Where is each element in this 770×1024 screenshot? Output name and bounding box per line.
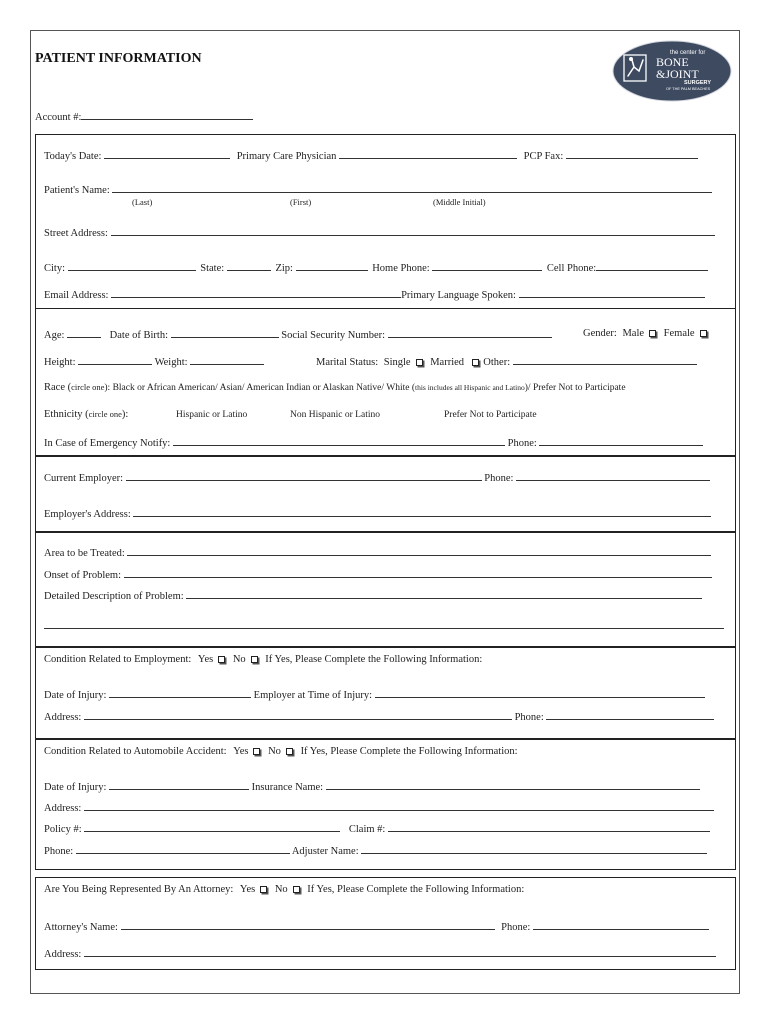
other-checkbox[interactable] [472,359,479,366]
street-label: Street Address: [44,228,108,239]
zip-label: Zip: [275,263,293,274]
gender-label: Gender: [583,328,617,339]
age-line[interactable] [67,328,101,338]
race-label: Race ( [44,382,72,393]
row-emergency [44,436,703,449]
ethnicity-opt-hispanic[interactable]: Hispanic or Latino [176,410,248,420]
home-phone-line[interactable] [432,261,542,271]
claim-line[interactable] [388,822,710,832]
middle-sublabel: (Middle Initial) [433,197,486,207]
city-label: City: [44,263,66,274]
row-employer-address [44,507,711,520]
ethnicity-circle-note: circle one [88,409,122,419]
employer-address-label: Employer's Address: [44,509,131,520]
section-attorney [35,877,736,970]
auto-ifyes-label: If Yes, Please Complete the Following Information: [300,746,518,757]
height-line[interactable] [78,355,152,365]
cell-phone-line[interactable] [596,261,708,271]
ethnicity-opt-non-hispanic[interactable]: Non Hispanic or Latino [290,410,380,420]
patient-name-label: Patient's Name: [44,185,110,196]
row-adjuster [44,844,707,857]
emergency-line[interactable] [173,436,505,446]
row-patient-name [44,183,712,196]
male-label: Male [622,328,645,339]
emergency-phone-line[interactable] [539,436,703,446]
insurance-name-label: Insurance Name: [251,782,324,793]
employer-line[interactable] [126,471,482,481]
row-city [44,261,708,274]
row-attorney-question [44,884,524,895]
row-date-physician [44,149,698,162]
logo-text-3: &JOINT [656,67,699,81]
row-employer [44,471,710,484]
row-gender [583,328,709,339]
row-auto-address [44,801,714,814]
employment-phone-label: Phone: [514,712,544,723]
pcp-fax-line[interactable] [566,149,698,159]
email-label: Email Address: [44,290,109,301]
description-line-2[interactable] [44,619,724,629]
account-input-line[interactable] [81,110,253,120]
page-title: PATIENT INFORMATION [35,51,202,66]
street-line[interactable] [111,226,715,236]
female-checkbox[interactable] [700,330,707,337]
row-auto-condition [44,746,518,757]
employment-no-checkbox[interactable] [251,656,258,663]
row-employment-condition [44,654,482,665]
row-onset [44,568,712,581]
section-problem [35,532,736,647]
ssn-line[interactable] [388,328,552,338]
employment-yes-checkbox[interactable] [218,656,225,663]
state-label: State: [200,263,225,274]
male-checkbox[interactable] [649,330,656,337]
height-label: Height: [44,357,76,368]
dob-line[interactable] [171,328,279,338]
pcp-fax-label: PCP Fax: [523,151,564,162]
onset-line[interactable] [124,568,712,578]
home-phone-label: Home Phone: [372,263,430,274]
section-contact [35,134,736,309]
attorney-yes-checkbox[interactable] [260,886,267,893]
single-label: Single [383,357,411,368]
attorney-yes-label: Yes [239,884,256,895]
employment-doi-line[interactable] [109,688,251,698]
clinic-logo [612,40,732,102]
row-employment-doi [44,688,705,701]
section-demographics [35,308,736,456]
female-label: Female [663,328,695,339]
emergency-phone-label: Phone: [507,438,537,449]
account-label: Account #: [35,112,82,123]
todays-date-label: Today's Date: [44,151,102,162]
logo-text-2: BONE [656,55,689,69]
area-label: Area to be Treated: [44,548,125,559]
employer-at-time-label: Employer at Time of Injury: [253,690,373,701]
adjuster-line[interactable] [361,844,707,854]
employment-yes-label: Yes [197,654,214,665]
area-line[interactable] [127,546,711,556]
row-description [44,589,702,602]
employment-condition-label: Condition Related to Employment: [44,654,192,665]
race-hispanic-note: this includes all Hispanic and Latino [414,383,525,392]
zip-line[interactable] [296,261,368,271]
attorney-ifyes-label: If Yes, Please Complete the Following Information: [307,884,525,895]
auto-yes-label: Yes [233,746,249,757]
attorney-phone-label: Phone: [501,922,531,933]
claim-label: Claim #: [348,824,386,835]
insurance-name-line[interactable] [326,780,700,790]
ssn-label: Social Security Number: [281,330,386,341]
dob-label: Date of Birth: [109,330,168,341]
state-line[interactable] [227,261,271,271]
description-line[interactable] [186,589,702,599]
single-checkbox[interactable] [416,359,423,366]
row-auto-doi [44,780,700,793]
row-age [44,328,552,341]
attorney-question-label: Are You Being Represented By An Attorney: [44,884,234,895]
logo-text-4: SURGERY [684,80,711,86]
marital-label: Marital Status: [316,357,379,368]
pcp-line[interactable] [339,149,517,159]
other-line[interactable] [513,355,697,365]
row-area [44,546,711,559]
employer-phone-label: Phone: [484,473,514,484]
email-line[interactable] [111,288,401,298]
row-race [44,382,626,393]
employer-label: Current Employer: [44,473,124,484]
married-label: Married [430,357,465,368]
emergency-label: In Case of Emergency Notify: [44,438,171,449]
cell-phone-label: Cell Phone: [546,263,597,274]
employment-phone-line[interactable] [546,710,714,720]
employment-no-label: No [232,654,246,665]
pcp-label: Primary Care Physician [236,151,337,162]
row-employment-address [44,710,714,723]
other-label: Other: [483,357,511,368]
race-options: ): Black or African American/ Asian/ American Indian or Alaskan Native/ White ( [104,383,415,393]
employment-address-label: Address: [44,712,82,723]
row-street [44,226,715,239]
row-email [44,288,705,301]
auto-condition-label: Condition Related to Automobile Accident: [44,746,227,757]
city-line[interactable] [68,261,196,271]
attorney-name-label: Attorney's Name: [44,922,118,933]
row-height [44,355,264,368]
auto-address-line[interactable] [84,801,714,811]
weight-line[interactable] [190,355,264,365]
logo-text-5: OF THE PALM BEACHES [666,87,711,91]
row-attorney-name [44,920,709,933]
ethnicity-close: ): [121,409,129,420]
row-policy [44,822,710,835]
auto-doi-label: Date of Injury: [44,782,107,793]
auto-address-label: Address: [44,803,82,814]
weight-label: Weight: [154,357,188,368]
attorney-phone-line[interactable] [533,920,709,930]
auto-yes-checkbox[interactable] [253,748,260,755]
policy-line[interactable] [84,822,340,832]
attorney-no-label: No [274,884,288,895]
ethnicity-opt-prefer-not[interactable]: Prefer Not to Participate [444,410,537,420]
section-employer [35,456,736,532]
language-line[interactable] [519,288,705,298]
section-employment-injury [35,647,736,739]
description-label: Detailed Description of Problem: [44,591,184,602]
employment-address-line[interactable] [84,710,512,720]
auto-no-label: No [268,746,281,757]
adjuster-label: Adjuster Name: [291,846,359,857]
account-field [35,110,253,123]
logo-text-1: the center for [670,50,706,56]
auto-phone-line[interactable] [76,844,290,854]
race-circle-note: circle one [71,382,105,392]
patient-name-line[interactable] [112,183,712,193]
auto-doi-line[interactable] [109,780,249,790]
auto-phone-label: Phone: [44,846,74,857]
attorney-address-label: Address: [44,949,82,960]
attorney-no-checkbox[interactable] [293,886,300,893]
last-sublabel: (Last) [132,197,153,207]
row-attorney-address [44,947,716,960]
policy-label: Policy #: [44,824,82,835]
row-marital [316,355,697,368]
ethnicity-label: Ethnicity ( [44,409,89,420]
auto-no-checkbox[interactable] [286,748,293,755]
language-label: Primary Language Spoken: [401,290,516,301]
attorney-address-line[interactable] [84,947,716,957]
todays-date-line[interactable] [104,149,230,159]
employer-at-time-line[interactable] [375,688,705,698]
onset-label: Onset of Problem: [44,570,121,581]
row-description-extra [44,619,724,632]
employer-phone-line[interactable] [516,471,710,481]
age-label: Age: [44,330,65,341]
attorney-name-line[interactable] [121,920,495,930]
employment-ifyes-label: If Yes, Please Complete the Following Information: [265,654,483,665]
race-prefer-not: )/ Prefer Not to Participate [524,383,626,393]
first-sublabel: (First) [290,197,312,207]
row-ethnicity [44,409,128,420]
employer-address-line[interactable] [133,507,711,517]
section-auto-accident [35,739,736,870]
employment-doi-label: Date of Injury: [44,690,107,701]
